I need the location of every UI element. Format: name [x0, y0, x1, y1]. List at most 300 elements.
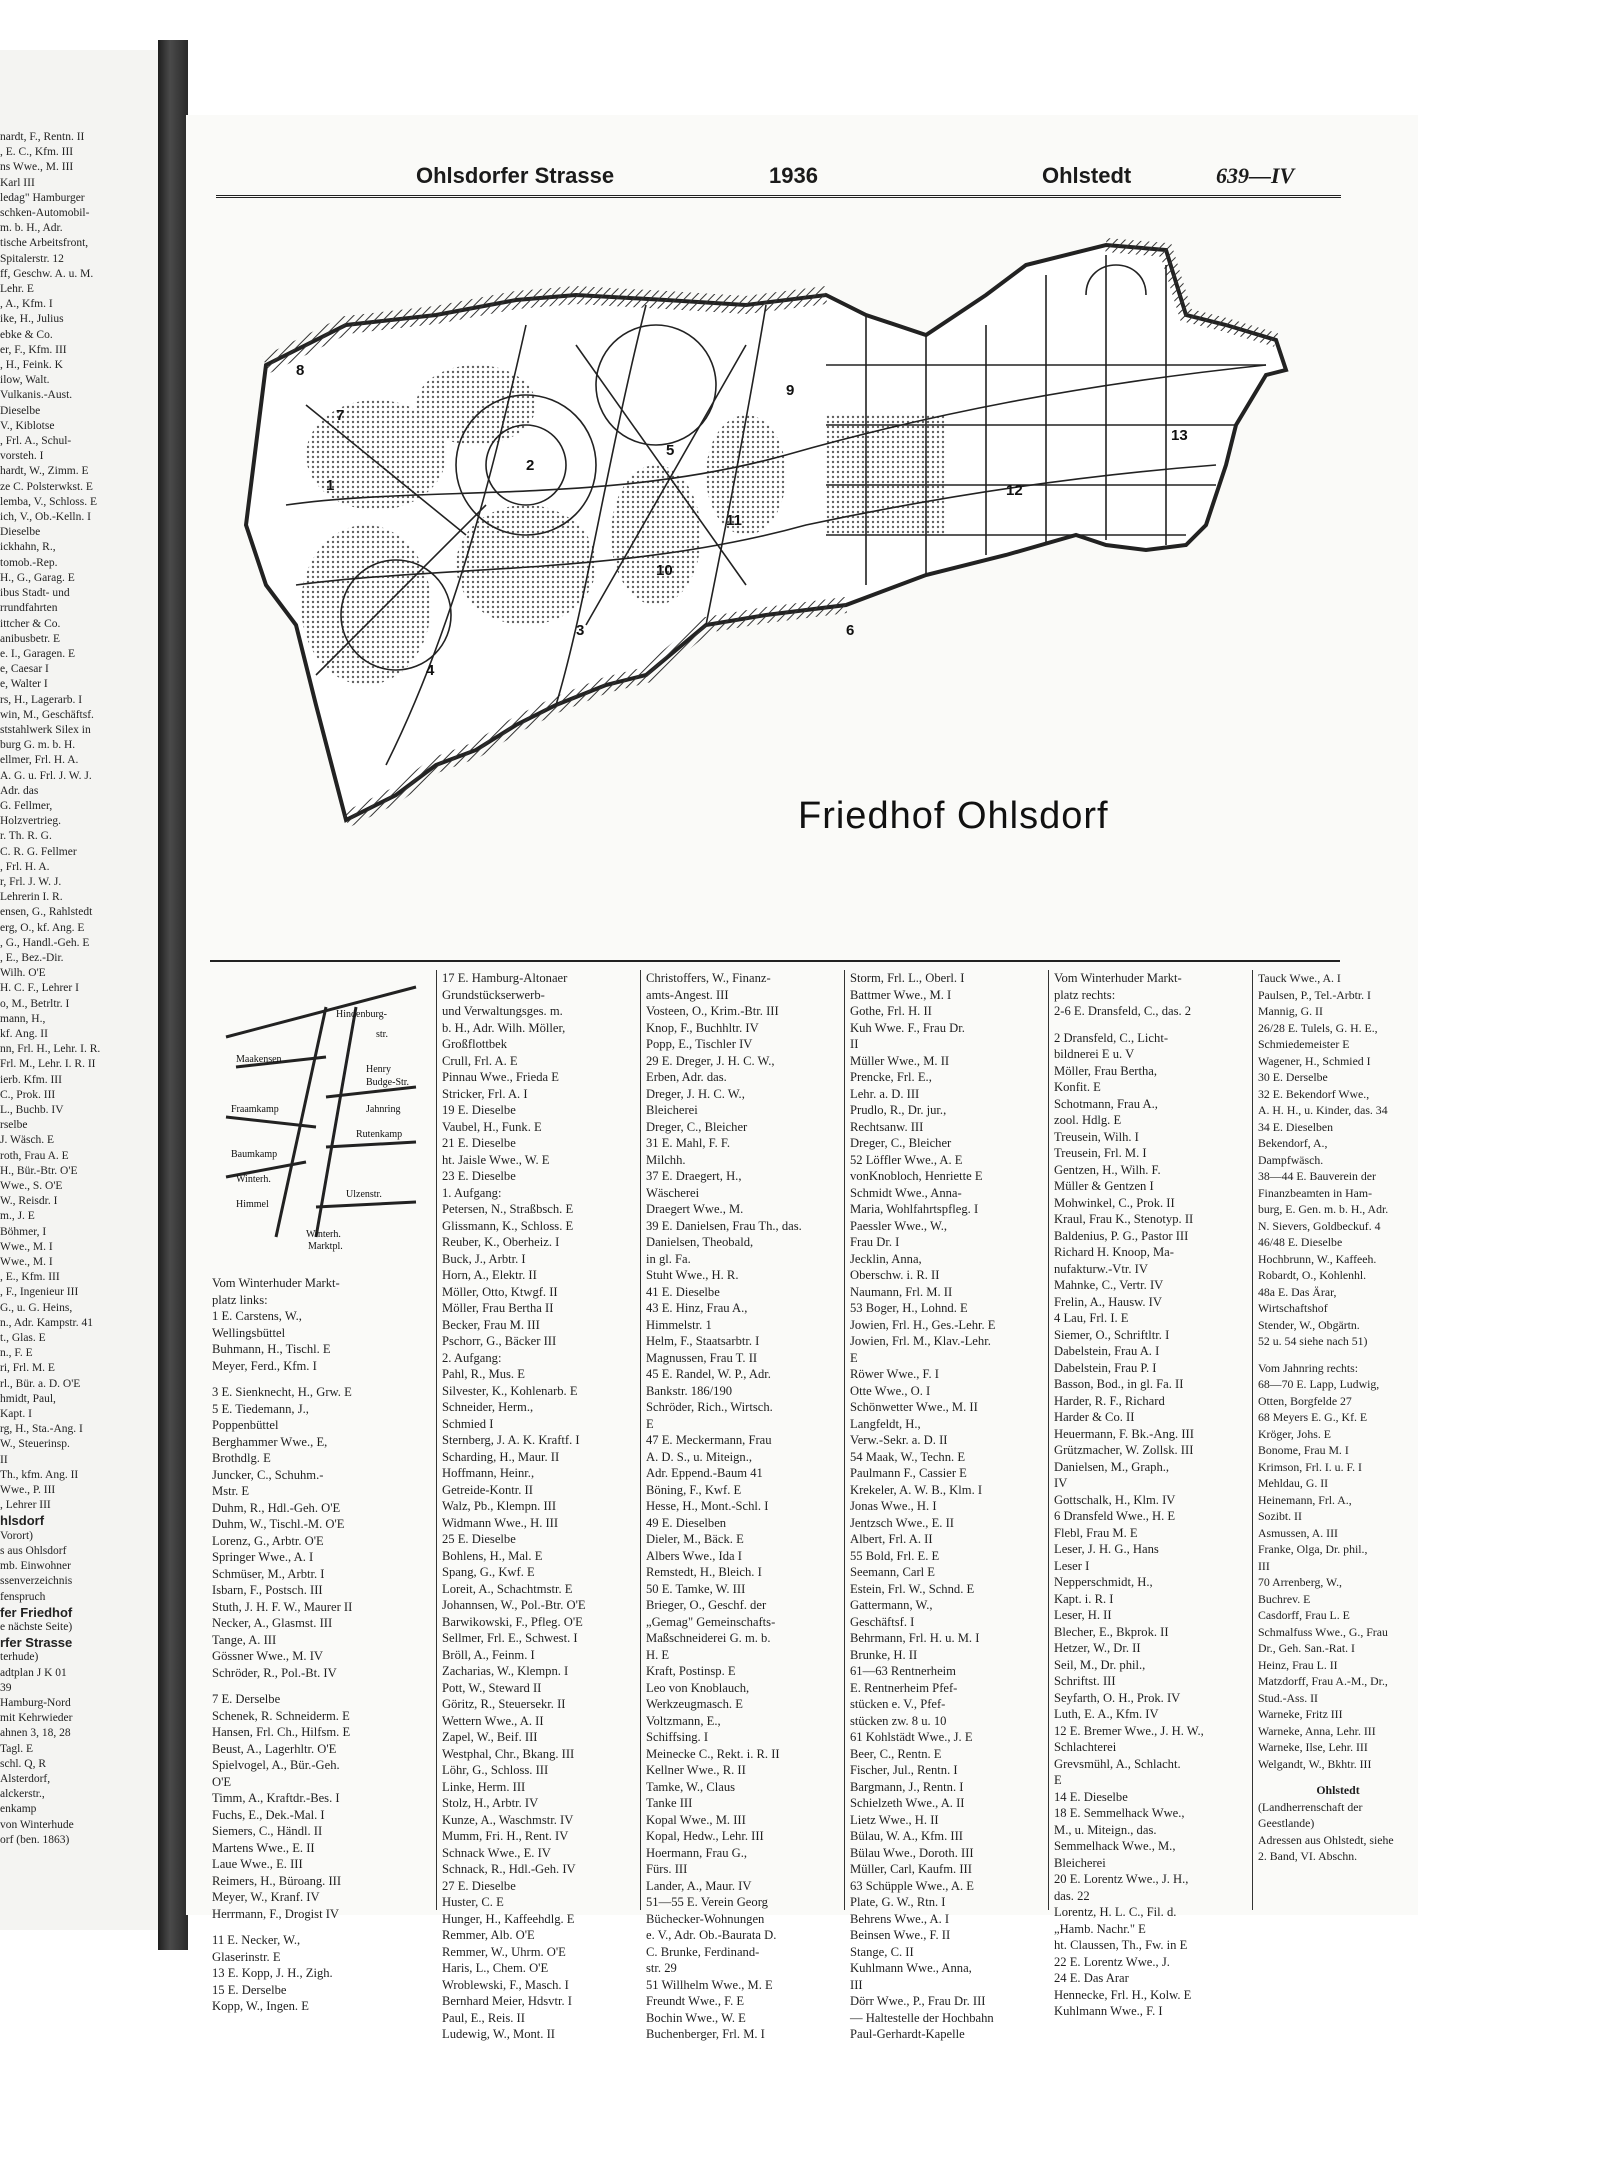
directory-entry: Necker, A., Glasmst. III [212, 1616, 333, 1630]
directory-entry: 22 E. Lorentz Wwe., J. [1054, 1954, 1170, 1969]
directory-entry [212, 1922, 434, 1932]
directory-entry: Bonome, Frau M. I [1258, 1443, 1349, 1457]
directory-entry: Prencke, Frl. E., [850, 1070, 932, 1084]
directory-entry: Kraul, Frau K., Stenotyp. II [1054, 1212, 1194, 1226]
left-page-entry: m. b. H., Adr. [0, 222, 63, 235]
directory-entry: Mannig, G. II [1258, 1004, 1323, 1018]
directory-entry: 24 E. Das Arar [1054, 1971, 1129, 1985]
left-page-entry: rg, H., Sta.-Ang. I [0, 1423, 83, 1436]
left-page-entry: nn, Frl. H., Lehr. I. R. [0, 1043, 101, 1056]
directory-entry: Duhm, W., Tischl.-M. O'E [212, 1517, 345, 1531]
directory-entry: Stender, W., Obgärtn. [1258, 1317, 1360, 1332]
directory-entry: Glissmann, K., Schloss. E [442, 1218, 574, 1233]
directory-entry [1054, 1020, 1250, 1030]
directory-entry: 31 E. Mahl, F. F. [646, 1136, 731, 1150]
directory-entry: Kapt. i. R. I [1054, 1591, 1114, 1606]
directory-entry: Böning, F., Kwf. E [646, 1482, 742, 1497]
directory-entry: Luth, E. A., Kfm. IV [1054, 1707, 1159, 1721]
directory-entry: in gl. Fa. [646, 1251, 691, 1266]
directory-entry: Adressen aus Ohlstedt, siehe [1258, 1832, 1394, 1847]
directory-entry: 1 E. Carstens, W., [212, 1309, 302, 1323]
left-page-entry: Spitalerstr. 12 [0, 252, 64, 265]
directory-entry: 34 E. Dieselben [1258, 1119, 1334, 1134]
directory-entry: Freundt Wwe., F. E [646, 1994, 745, 2008]
left-page-entry: L., Buchb. IV [0, 1104, 64, 1116]
directory-entry: Tange, A. III [212, 1632, 277, 1647]
left-page-entry: kf. Ang. II [0, 1027, 48, 1040]
directory-entry: Timm, A., Kraftdr.-Bes. I [212, 1791, 340, 1805]
directory-entry: Kuhlmann Wwe., Anna, [850, 1961, 972, 1975]
directory-entry: Remmer, W., Uhrm. O'E [442, 1944, 566, 1959]
directory-entry: Matzdorff, Frau A.-M., Dr., [1258, 1674, 1388, 1688]
directory-entry: Werkzeugmasch. E [646, 1697, 743, 1711]
street-label: Marktpl. [308, 1241, 343, 1252]
left-page-entry: V., Kiblotse [0, 419, 55, 432]
left-page-entry: Adr. das [0, 784, 39, 797]
directory-entry: 37 E. Draegert, H., [646, 1169, 742, 1183]
directory-entry: 45 E. Randel, W. P., Adr. [646, 1367, 771, 1381]
left-page-entry: Böhmer, I [0, 1225, 47, 1238]
directory-entry: Lander, A., Maur. IV [646, 1878, 752, 1893]
directory-entry: Bleicherei [646, 1103, 698, 1117]
directory-entry: Kopal Wwe., M. III [646, 1812, 746, 1827]
street-label: Himmel [236, 1199, 269, 1210]
left-page-entry: hmidt, Paul, [0, 1392, 56, 1405]
header-rule [216, 195, 1341, 198]
directory-entry: Dampfwäsch. [1258, 1152, 1324, 1167]
left-page-entry: ich, V., Ob.-Kelln. I [0, 511, 91, 524]
directory-entry: III [1258, 1558, 1270, 1573]
left-page-entry: fer Friedhof [0, 1604, 73, 1620]
directory-entry: Isbarn, F., Postsch. III [212, 1583, 323, 1597]
left-page-entry: Vorort) [0, 1529, 34, 1542]
directory-entry: 54 Maak, W., Techn. E [850, 1449, 966, 1464]
left-page-entry: rrundfahrten [0, 602, 58, 615]
directory-entry: Remmer, Alb. O'E [442, 1928, 535, 1942]
directory-entry: Robardt, O., Kohlenhl. [1258, 1268, 1367, 1282]
directory-entry: 55 Bold, Frl. E. E [850, 1548, 940, 1563]
directory-entry: Naumann, Frl. M. II [850, 1284, 953, 1299]
left-page-entry: A. G. u. Frl. J. W. J. [0, 769, 92, 782]
directory-entry: Schielzeth Wwe., A. II [850, 1796, 965, 1810]
left-page-entry: ns Wwe., M. III [0, 161, 74, 174]
directory-entry: 63 Schüpple Wwe., A. E [850, 1878, 974, 1893]
directory-entry: bildnerei E u. V [1054, 1047, 1135, 1061]
directory-entry: Harder & Co. II [1054, 1410, 1135, 1424]
left-page-entry: Frl. M., Lehr. I. R. II [0, 1058, 96, 1071]
left-page-entry: G. Fellmer, [0, 799, 53, 812]
map-number: 8 [296, 362, 305, 379]
directory-entry: 5 E. Tiedemann, J., [212, 1401, 309, 1416]
directory-entry: Stricker, Frl. A. I [442, 1086, 528, 1101]
directory-entry: E [1054, 1773, 1062, 1787]
map-number: 9 [786, 382, 795, 399]
directory-entry: Wirtschaftshof [1258, 1301, 1328, 1315]
directory-entry: Kunze, A., Waschmstr. IV [442, 1812, 574, 1827]
directory-entry: Buhmann, H., Tischl. E [212, 1342, 331, 1356]
directory-entry: Seemann, Carl E [850, 1565, 935, 1579]
directory-entry: Tauck Wwe., A. I [1258, 971, 1341, 985]
left-page-entry: rs, H., Lagerarb. I [0, 693, 83, 706]
directory-entry: 51—55 E. Verein Georg [646, 1895, 768, 1909]
directory-entry: 53 Boger, H., Lohnd. E [850, 1301, 968, 1315]
directory-entry: Vaubel, H., Funk. E [442, 1119, 542, 1134]
directory-entry: Kellner Wwe., R. II [646, 1763, 746, 1777]
left-page-entry: J. Wäsch. E [0, 1134, 55, 1147]
directory-entry: Silvester, K., Kohlenarb. E [442, 1383, 578, 1398]
left-page-entry: , F., Ingenieur III [0, 1286, 79, 1299]
directory-entry: amts-Angest. III [646, 987, 729, 1002]
directory-entry: 19 E. Dieselbe [442, 1103, 516, 1117]
directory-entry: platz rechts: [1054, 987, 1116, 1002]
street-label: Henry [366, 1064, 391, 1075]
left-page-entry: , A., Kfm. I [0, 298, 53, 311]
left-page-entry: H., Bür.-Btr. O'E [0, 1164, 78, 1177]
directory-entry: — Haltestelle der Hochbahn [850, 2010, 994, 2025]
directory-entry: Finanzbeamten in Ham- [1258, 1185, 1373, 1200]
directory-entry: Möller, Frau Bertha II [442, 1301, 554, 1315]
directory-entry: Bochin Wwe., W. E [646, 2010, 746, 2025]
directory-entry: Buck, J., Arbtr. I [442, 1251, 526, 1266]
directory-entry: Lorenz, G., Arbtr. O'E [212, 1533, 324, 1548]
directory-entry: Walz, Pb., Klempn. III [442, 1499, 557, 1513]
left-page-entry: tomob.-Rep. [0, 556, 58, 569]
book-gutter [158, 40, 188, 1950]
directory-entry: Bülau Wwe., Doroth. III [850, 1845, 974, 1860]
directory-entry: Schriftst. III [1054, 1674, 1116, 1688]
left-page-entry: ststahlwerk Silex in [0, 723, 91, 736]
directory-entry: Grundstückserwerb- [442, 987, 545, 1002]
directory-entry: Zacharias, W., Klempn. I [442, 1664, 569, 1678]
left-page-entry: ahnen 3, 18, 28 [0, 1727, 71, 1740]
directory-entry: Möller, Frau Bertha, [1054, 1063, 1158, 1078]
left-page-entry: Wwe., P. III [0, 1484, 56, 1497]
directory-entry: Leser I [1054, 1558, 1090, 1573]
left-page-entry: e. I., Garagen. E [0, 647, 76, 660]
directory-entry: Schiffsing. I [646, 1730, 709, 1744]
directory-entry: Mstr. E [212, 1484, 250, 1498]
directory-entry: Paessler Wwe., W., [850, 1218, 948, 1233]
directory-entry: Großflottbek [442, 1037, 508, 1051]
directory-entry: ht. Jaisle Wwe., W. E [442, 1152, 550, 1167]
directory-entry: E. Rentnerheim Pfef- [850, 1680, 958, 1695]
directory-column-2 [442, 970, 638, 2043]
left-page-entry: vorsteh. I [0, 450, 44, 463]
street-line [316, 1202, 416, 1207]
directory-entry: Warneke, Fritz III [1258, 1707, 1343, 1721]
directory-entry: Ludewig, W., Mont. II [442, 2027, 555, 2041]
directory-entry: „Gemag" Gemeinschafts- [646, 1614, 776, 1629]
directory-entry: Glaserinstr. E [212, 1949, 281, 1964]
directory-entry: Brothdlg. E [212, 1451, 271, 1465]
directory-entry: Popp, E., Tischler IV [646, 1037, 753, 1051]
directory-entry: Harder, R. F., Richard [1054, 1393, 1165, 1408]
street-label: Winterh. [236, 1174, 271, 1185]
directory-entry: (Landherrenschaft der [1258, 1799, 1363, 1814]
directory-column-5 [1054, 970, 1250, 2020]
directory-entry: 68 Meyers E. G., Kf. E [1258, 1410, 1368, 1424]
directory-entry: str. 29 [646, 1961, 677, 1975]
directory-entry: Schenek, R. Schneiderm. E [212, 1708, 350, 1723]
map-number: 7 [336, 407, 345, 424]
street-heading: Ohlsdorfer Strasse [416, 163, 615, 188]
directory-entry: 2 Dransfeld, C., Licht- [1054, 1030, 1169, 1045]
street-label: Winterh. [306, 1229, 341, 1240]
directory-entry: Leser, H. II [1054, 1608, 1112, 1622]
directory-entry: Westphal, Chr., Bkang. III [442, 1746, 575, 1761]
directory-entry: Seil, M., Dr. phil., [1054, 1657, 1146, 1672]
directory-entry: 52 Löffler Wwe., A. E [850, 1152, 963, 1167]
directory-entry: Sternberg, J. A. K. Kraftf. I [442, 1433, 580, 1447]
directory-entry: Berghammer Wwe., E, [212, 1434, 328, 1449]
map-number: 2 [526, 457, 535, 474]
directory-entry: Heuermann, F. Bk.-Ang. III [1054, 1426, 1194, 1441]
cemetery-map [226, 205, 1326, 925]
directory-entry: das. 22 [1054, 1888, 1090, 1903]
directory-entry: Linke, Herm. III [442, 1779, 526, 1794]
street-line [316, 1007, 356, 1237]
directory-entry: Wagener, H., Schmied I [1258, 1053, 1371, 1068]
section-rule [210, 960, 1340, 962]
directory-column-1 [212, 1275, 434, 2015]
directory-entry: 49 E. Dieselben [646, 1515, 727, 1530]
directory-entry: Bröll, A., Feinm. I [442, 1647, 535, 1662]
directory-entry: Langfeldt, H., [850, 1416, 921, 1431]
directory-entry: Herrmann, F., Drogist IV [212, 1906, 340, 1921]
left-page-entry: von Winterhude [0, 1818, 74, 1831]
directory-entry: Reuber, K., Oberheiz. I [442, 1235, 560, 1249]
directory-entry: Bleicherei [1054, 1855, 1106, 1870]
directory-entry: Konfit. E [1054, 1080, 1101, 1094]
street-label: str. [376, 1029, 388, 1040]
directory-entry: nufakturw.-Vtr. IV [1054, 1261, 1148, 1276]
left-page-entry: , Frl. H. A. [0, 860, 50, 873]
left-page-entry: ilow, Walt. [0, 374, 50, 387]
directory-entry: 2-6 E. Dransfeld, C., das. 2 [1054, 1004, 1192, 1018]
directory-entry: Gothe, Frl. H. II [850, 1004, 932, 1018]
map-number: 1 [326, 477, 335, 494]
directory-entry: Paulmann F., Cassier E [850, 1466, 967, 1480]
left-page-entry: er, F., Kfm. III [0, 343, 67, 356]
page-number: 639—IV [1216, 163, 1295, 188]
directory-entry: A. H. H., u. Kinder, das. 34 [1258, 1103, 1388, 1117]
directory-entry: 47 E. Meckermann, Frau [646, 1433, 772, 1447]
directory-entry: Schönwetter Wwe., M. II [850, 1400, 978, 1414]
directory-entry: Erben, Adr. das. [646, 1070, 727, 1084]
left-page-entry: ebke & Co. [0, 328, 53, 341]
directory-entry: Dabelstein, Frau A. I [1054, 1344, 1160, 1358]
directory-entry: und Verwaltungsges. m. [442, 1004, 563, 1018]
left-page-entry: schken-Automobil- [0, 207, 90, 220]
directory-entry: N. Sievers, Goldbeckuf. 4 [1258, 1218, 1381, 1233]
directory-entry: Beust, A., Lagerhltr. O'E [212, 1741, 337, 1756]
directory-entry: Blecher, E., Bkprok. II [1054, 1624, 1169, 1639]
directory-entry: C. Brunke, Ferdinand- [646, 1944, 760, 1959]
left-page-entry: ickhahn, R., [0, 541, 56, 554]
left-page-entry: t., Glas. E [0, 1332, 46, 1345]
directory-entry: Haris, L., Chem. O'E [442, 1961, 549, 1975]
directory-entry: platz links: [212, 1292, 268, 1307]
left-page-entry: 39 [0, 1681, 12, 1694]
directory-entry: Semmelhack Wwe., M., [1054, 1839, 1176, 1853]
directory-entry: stücken zw. 8 u. 10 [850, 1713, 947, 1728]
directory-entry: Fischer, Jul., Rentn. I [850, 1763, 958, 1777]
directory-entry: Buchenberger, Frl. M. I [646, 2027, 765, 2041]
directory-entry [1258, 1772, 1418, 1782]
directory-entry: Remstedt, H., Bleich. I [646, 1565, 762, 1579]
directory-entry: Hesse, H., Mont.-Schl. I [646, 1499, 769, 1513]
directory-entry: 20 E. Lorentz Wwe., J. H., [1054, 1872, 1189, 1886]
directory-entry: ht. Claussen, Th., Fw. in E [1054, 1938, 1188, 1952]
directory-entry: 14 E. Dieselbe [1054, 1789, 1128, 1804]
directory-entry: Gentzen, H., Wilh. F. [1054, 1162, 1161, 1177]
directory-entry: Zapel, W., Beif. III [442, 1730, 538, 1744]
directory-entry: 39 E. Danielsen, Frau Th., das. [646, 1218, 802, 1233]
directory-entry: Leser, J. H. G., Hans [1054, 1542, 1159, 1556]
left-page-entry: mb. Einwohner [0, 1560, 71, 1573]
directory-entry: Huster, C. E [442, 1895, 504, 1909]
directory-entry: Pott, W., Steward II [442, 1680, 542, 1695]
directory-entry: Dreger, C., Bleicher [646, 1119, 748, 1134]
directory-entry: Tanke III [646, 1796, 693, 1810]
directory-entry: Beinsen Wwe., F. II [850, 1928, 951, 1942]
directory-entry: Jecklin, Anna, [850, 1251, 922, 1266]
directory-entry: 41 E. Dieselbe [646, 1284, 720, 1299]
directory-entry: 61—63 Rentnerheim [850, 1664, 956, 1678]
directory-entry: Verw.-Sekr. a. D. II [850, 1433, 948, 1447]
directory-entry: Martens Wwe., E. II [212, 1840, 315, 1855]
left-page-entry: ike, H., Julius [0, 313, 64, 326]
directory-entry: Wroblewski, F., Masch. I [442, 1977, 569, 1992]
directory-entry: A. D. S., u. Miteign., [646, 1449, 753, 1464]
directory-entry: 18 E. Semmelhack Wwe., [1054, 1806, 1185, 1820]
column-rule [640, 970, 641, 1910]
directory-entry: Dreger, J. H. C. W., [646, 1086, 745, 1101]
left-page-entry: Lehr. E [0, 283, 34, 296]
directory-entry: Nepperschmidt, H., [1054, 1575, 1153, 1589]
directory-entry: Sozibt. II [1258, 1509, 1302, 1523]
directory-entry: Duhm, R., Hdl.-Geh. O'E [212, 1500, 341, 1515]
directory-entry: Bülau, W. A., Kfm. III [850, 1829, 963, 1843]
directory-entry: Helm, F., Staatsarbtr. I [646, 1334, 760, 1348]
directory-entry: Richard H. Knoop, Ma- [1054, 1245, 1174, 1259]
left-page-entry: rfer Strasse [0, 1635, 73, 1651]
directory-entry: 17 E. Hamburg-Altonaer [442, 971, 568, 985]
directory-entry: burg, E. Gen. m. b. H., Adr. [1258, 1202, 1389, 1216]
directory-column-3 [646, 970, 842, 2043]
street-label: Rutenkamp [356, 1129, 403, 1140]
left-page-entry: s aus Ohlsdorf [0, 1544, 67, 1557]
directory-entry: Siemers, C., Händl. II [212, 1824, 323, 1838]
left-page-entry: rselbe [0, 1119, 28, 1132]
left-page-entry: , H., Feink. K [0, 359, 63, 372]
directory-entry: Paul-Gerhardt-Kapelle [850, 2027, 965, 2041]
directory-entry: M., u. Miteign., das. [1054, 1822, 1157, 1837]
directory-entry: E [850, 1350, 858, 1365]
left-page-entry: orf (ben. 1863) [0, 1833, 70, 1846]
directory-entry: Beer, C., Rentn. E [850, 1746, 942, 1761]
left-page-entry: Holzvertrieg. [0, 815, 61, 828]
directory-entry: Ohlstedt [1316, 1783, 1360, 1797]
directory-entry: Krekeler, A. W. B., Klm. I [850, 1482, 983, 1497]
left-page-entry: ssenverzeichnis [0, 1575, 73, 1588]
directory-entry: Brieger, O., Geschf. der [646, 1598, 767, 1612]
directory-entry: Flebl, Frau M. E [1054, 1525, 1138, 1540]
directory-entry: Möller, Otto, Ktwgf. II [442, 1284, 558, 1299]
directory-entry: Lorentz, H. L. C., Fil. d. [1054, 1905, 1177, 1919]
left-page-entry: alckerstr., [0, 1788, 45, 1801]
street-label: Maakensen [236, 1054, 282, 1065]
directory-entry: 29 E. Dreger, J. H. C. W., [646, 1053, 775, 1068]
directory-entry: Schnack, R., Hdl.-Geh. IV [442, 1862, 576, 1876]
left-page-entry: W., Steuerinsp. [0, 1438, 70, 1451]
directory-entry: Casdorff, Frau L. E [1258, 1608, 1350, 1622]
directory-entry: Kraft, Postinsp. E [646, 1664, 736, 1678]
directory-entry: Frau Dr. I [850, 1235, 900, 1249]
directory-entry: Springer Wwe., A. I [212, 1550, 314, 1564]
directory-entry: 2. Aufgang: [442, 1350, 502, 1365]
left-page-entry: Th., kfm. Ang. II [0, 1468, 79, 1481]
directory-entry: Stuth, J. H. F. W., Maurer II [212, 1599, 353, 1614]
directory-entry: 38—44 E. Bauverein der [1258, 1169, 1376, 1183]
directory-entry: 50 E. Tamke, W. III [646, 1581, 746, 1596]
directory-entry: Müller & Gentzen I [1054, 1179, 1154, 1193]
directory-entry: Warneke, Anna, Lehr. III [1258, 1723, 1376, 1738]
left-page-entry: terhude) [0, 1651, 39, 1664]
directory-entry: Wäscherei [646, 1185, 700, 1200]
directory-entry: Prudlo, R., Dr. jur., [850, 1103, 947, 1117]
directory-entry: Mahnke, C., Vertr. IV [1054, 1278, 1164, 1292]
directory-entry: Seyfarth, O. H., Prok. IV [1054, 1690, 1181, 1705]
directory-entry: Rechtsanw. III [850, 1119, 924, 1134]
directory-entry: 11 E. Necker, W., [212, 1933, 301, 1947]
directory-entry [212, 1681, 434, 1691]
directory-entry: 32 E. Bekendorf Wwe., [1258, 1086, 1370, 1101]
directory-entry: Milchh. [646, 1152, 686, 1167]
directory-entry: Jowien, Frl. H., Ges.-Lehr. E [850, 1317, 996, 1332]
directory-entry: Treusein, Wilh. I [1054, 1129, 1139, 1144]
left-page-entry: C. R. G. Fellmer [0, 845, 77, 858]
street-label: Jahnring [366, 1104, 401, 1115]
left-page-entry: Wwe., S. O'E [0, 1180, 63, 1193]
directory-entry: Kopp, W., Ingen. E [212, 1999, 309, 2013]
directory-entry: 48a E. Das Ärar, [1258, 1284, 1337, 1299]
directory-entry: 2. Band, VI. Abschn. [1258, 1849, 1358, 1863]
directory-entry: Dieler, M., Bäck. E [646, 1532, 744, 1546]
directory-entry: Geestlande) [1258, 1816, 1315, 1830]
directory-entry: Hoermann, Frau G., [646, 1845, 748, 1860]
directory-entry: Dabelstein, Frau P. I [1054, 1360, 1157, 1375]
directory-entry: Jonas Wwe., H. I [850, 1499, 937, 1513]
left-page-entry: rl., Bür. a. D. O'E [0, 1377, 81, 1390]
street-label: Baumkamp [231, 1149, 278, 1160]
directory-entry: 30 E. Derselbe [1258, 1070, 1328, 1084]
directory-entry: Stud.-Ass. II [1258, 1690, 1318, 1705]
directory-entry: Paulsen, P., Tel.-Arbtr. I [1258, 987, 1371, 1002]
directory-entry: 23 E. Dieselbe [442, 1169, 516, 1183]
directory-entry: Reimers, H., Büroang. III [212, 1873, 342, 1888]
directory-entry: Dörr Wwe., P., Frau Dr. III [850, 1994, 986, 2008]
left-page-entry: roth, Frau A. E [0, 1149, 69, 1162]
left-page-entry: G., u. G. Heins, [0, 1301, 73, 1314]
left-page-entry: Alsterdorf, [0, 1772, 51, 1785]
directory-entry: b. H., Adr. Wilh. Möller, [442, 1020, 566, 1035]
directory-entry: Spang, G., Kwf. E [442, 1565, 535, 1579]
left-page-entry: Dieselbe [0, 526, 41, 539]
left-page-entry: enkamp [0, 1803, 37, 1816]
directory-entry: 61 Kohlstädt Wwe., J. E [850, 1730, 973, 1744]
directory-entry: Warneke, Ilse, Lehr. III [1258, 1740, 1368, 1754]
